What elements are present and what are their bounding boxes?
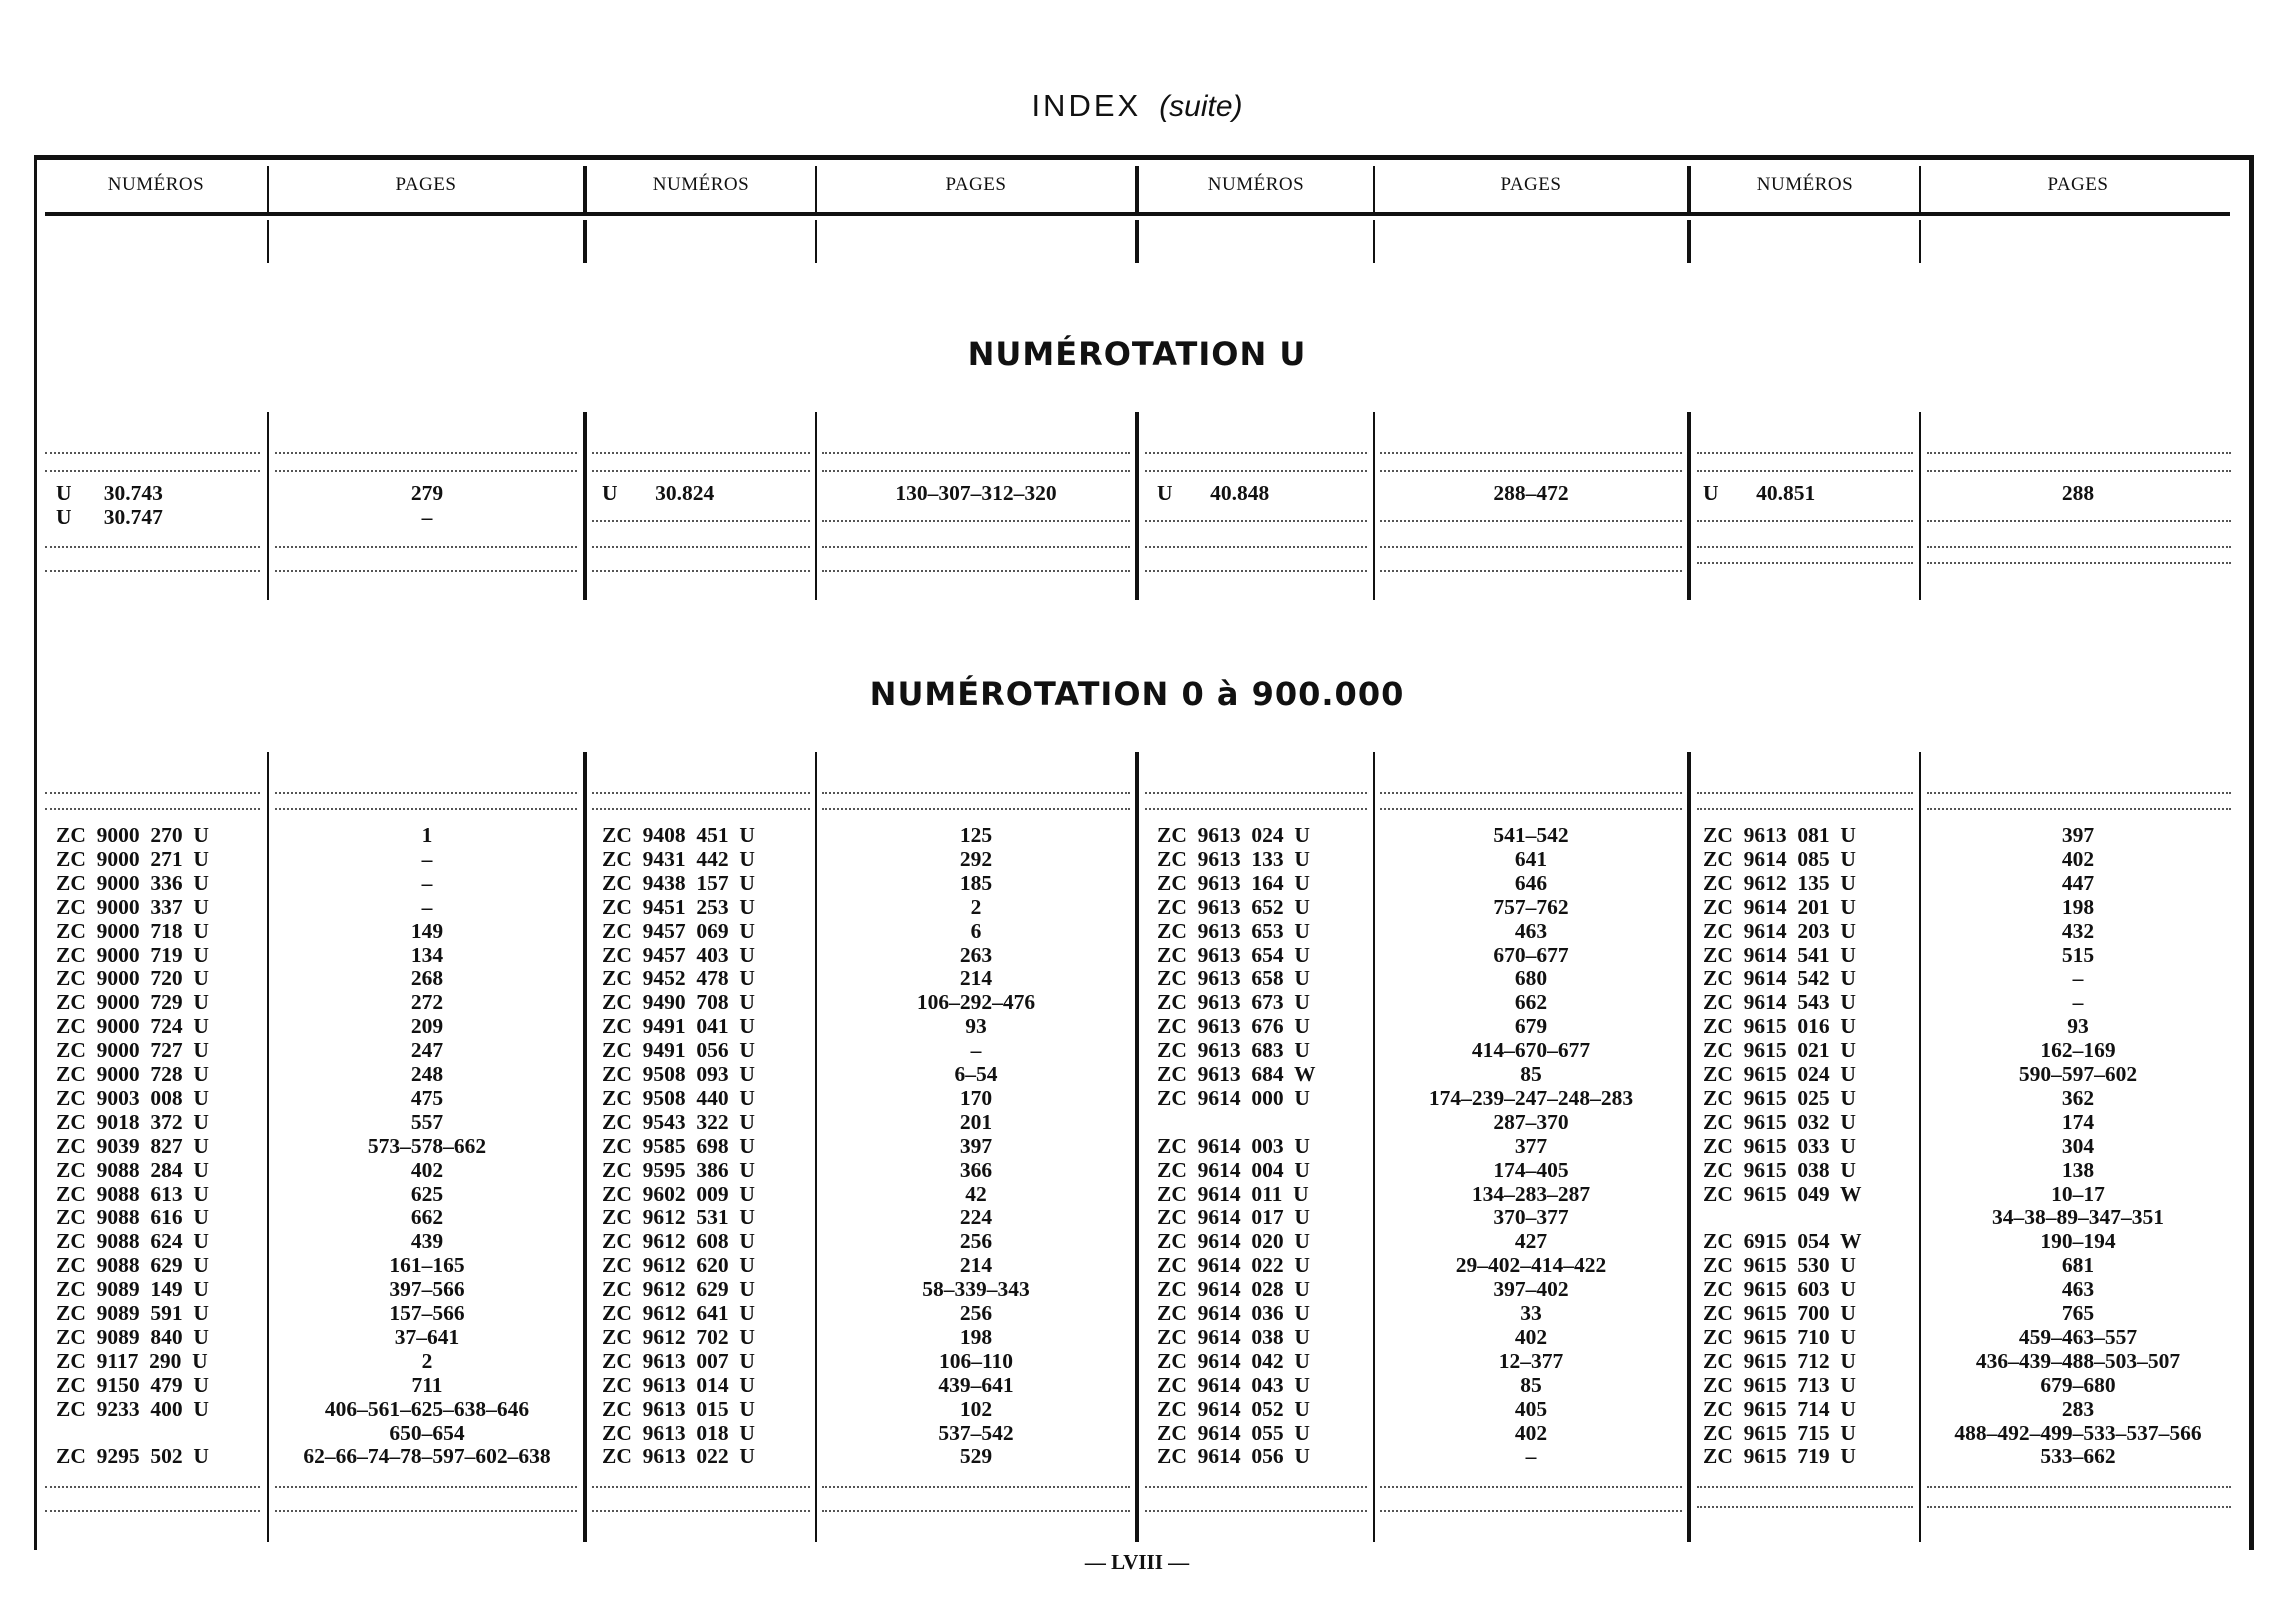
index-number: ZC 9088 616 U: [56, 1205, 209, 1230]
page-ref: 377: [1514, 1133, 1548, 1158]
page-ref: 85: [1520, 1372, 1542, 1397]
index-number: ZC 9614 011 U: [1157, 1181, 1309, 1206]
page-ref: 662: [1514, 990, 1548, 1015]
section-title-numerotation-0-900000: NUMÉROTATION 0 à 900.000: [869, 675, 1405, 713]
index-number: ZC 9615 025 U: [1703, 1085, 1856, 1110]
title-main: INDEX: [1031, 88, 1142, 123]
index-number: U 30.747: [56, 505, 163, 529]
index-number: ZC 9295 502 U: [56, 1444, 209, 1469]
page-ref: 125: [959, 823, 993, 847]
index-number: ZC 9615 016 U: [1703, 1014, 1856, 1039]
page-ref: 711: [411, 1372, 443, 1397]
index-number: ZC 9613 024 U: [1157, 823, 1310, 847]
index-number: ZC 9457 069 U: [602, 918, 755, 943]
page-ref: –: [2072, 990, 2084, 1015]
page-ref: 12–377: [1498, 1348, 1564, 1373]
page-ref: 625: [410, 1181, 444, 1206]
page-ref: 557: [410, 1109, 444, 1134]
index-number: ZC 9614 203 U: [1703, 918, 1856, 943]
index-number: ZC 9614 085 U: [1703, 846, 1856, 871]
page-ref: 287–370: [1493, 1109, 1569, 1134]
page-ref: 256: [959, 1301, 993, 1325]
header-pages-3: PAGES: [1500, 174, 1562, 195]
page-ref: 138: [2061, 1157, 2095, 1182]
page-ref: –: [421, 846, 433, 871]
page-ref: 174–405: [1493, 1157, 1569, 1182]
page-ref: 679: [1514, 1014, 1548, 1039]
page-ref: 304: [2061, 1133, 2095, 1158]
page-ref: 214: [959, 966, 993, 991]
index-number: ZC 9612 620 U: [602, 1253, 755, 1278]
title-suite: (suite): [1159, 90, 1243, 123]
index-number: ZC 9000 728 U: [56, 1062, 209, 1086]
index-number: ZC 9000 271 U: [56, 846, 209, 871]
page-ref: 198: [959, 1324, 993, 1349]
page-ref: 362: [2061, 1085, 2095, 1110]
index-number: ZC 9614 043 U: [1157, 1372, 1310, 1397]
page-ref: 765: [2061, 1301, 2095, 1325]
index-number: ZC 9613 683 U: [1157, 1038, 1310, 1063]
index-number: ZC 9088 629 U: [56, 1253, 209, 1278]
index-number: ZC 9612 135 U: [1703, 870, 1856, 895]
index-number: ZC 9614 055 U: [1157, 1420, 1310, 1445]
page-ref: 447: [2061, 870, 2095, 895]
page-ref: 406–561–625–638–646: [324, 1396, 530, 1421]
page-ref: 475: [410, 1085, 444, 1110]
page-ref: 397–566: [389, 1277, 465, 1302]
page-ref: 224: [959, 1205, 993, 1230]
page-ref: 42: [965, 1181, 987, 1206]
page-ref: 515: [2061, 942, 2095, 967]
page-ref: 62–66–74–78–597–602–638: [303, 1444, 551, 1469]
page-ref: 106–110: [938, 1348, 1014, 1373]
index-number: ZC 9117 290 U: [56, 1348, 208, 1373]
index-number: ZC 9018 372 U: [56, 1109, 209, 1134]
index-number: ZC 9614 201 U: [1703, 894, 1856, 919]
index-number: ZC 9614 017 U: [1157, 1205, 1310, 1230]
index-number: ZC 9614 004 U: [1157, 1157, 1310, 1182]
page-ref: 6: [970, 918, 982, 943]
page-ref: 29–402–414–422: [1455, 1253, 1607, 1278]
index-number: ZC 9615 715 U: [1703, 1420, 1856, 1445]
page-ref: 272: [410, 990, 444, 1015]
page-ref: 529: [959, 1444, 993, 1469]
index-number: ZC 9615 714 U: [1703, 1396, 1856, 1421]
page-title: [0, 88, 2274, 124]
page-ref: 190–194: [2040, 1229, 2116, 1254]
page-ref: 402: [410, 1157, 444, 1182]
page-ref: 6–54: [954, 1062, 998, 1086]
index-number: ZC 9613 015 U: [602, 1396, 755, 1421]
index-number: ZC 9615 021 U: [1703, 1038, 1856, 1063]
page-ref: 106–292–476: [916, 990, 1036, 1015]
index-number: ZC 9614 543 U: [1703, 990, 1856, 1015]
page-ref: 541–542: [1493, 823, 1569, 847]
page-ref: 279: [410, 481, 444, 505]
page-ref: –: [970, 1038, 982, 1063]
page-ref: 402: [2061, 846, 2095, 871]
index-number: ZC 9088 284 U: [56, 1157, 209, 1182]
page-ref: 670–677: [1493, 942, 1569, 967]
page-ref: 288: [2061, 481, 2095, 505]
index-number: ZC 9088 624 U: [56, 1229, 209, 1254]
index-number: ZC 9614 028 U: [1157, 1277, 1310, 1302]
page-ref: 641: [1514, 846, 1548, 871]
page-ref: 157–566: [389, 1301, 465, 1325]
index-number: ZC 9614 038 U: [1157, 1324, 1310, 1349]
index-number: ZC 9491 056 U: [602, 1038, 755, 1063]
index-number: ZC 9614 052 U: [1157, 1396, 1310, 1421]
index-number: ZC 9613 653 U: [1157, 918, 1310, 943]
page-ref: 174: [2061, 1109, 2095, 1134]
index-number: ZC 9150 479 U: [56, 1372, 209, 1397]
page-ref: 397: [959, 1133, 993, 1158]
section-title-numerotation-u: NUMÉROTATION U: [967, 335, 1307, 373]
page-ref: 149: [410, 918, 444, 943]
page-ref: 679–680: [2040, 1372, 2116, 1397]
page-ref: 256: [959, 1229, 993, 1254]
page-ref: 2: [421, 1348, 433, 1373]
index-number: ZC 9000 727 U: [56, 1038, 209, 1063]
page-ref: 405: [1514, 1396, 1548, 1421]
index-number: ZC 9615 033 U: [1703, 1133, 1856, 1158]
header-numeros-3: NUMÉROS: [1207, 174, 1305, 195]
page-ref: 757–762: [1493, 894, 1569, 919]
index-number: ZC 9615 032 U: [1703, 1109, 1856, 1134]
index-number: ZC 9614 020 U: [1157, 1229, 1310, 1254]
index-number: ZC 9613 081 U: [1703, 823, 1856, 847]
index-number: U 30.743: [56, 481, 163, 505]
index-number: ZC 9612 702 U: [602, 1324, 755, 1349]
index-number: ZC 9615 603 U: [1703, 1277, 1856, 1302]
page-ref: 214: [959, 1253, 993, 1278]
page-ref: 681: [2061, 1253, 2095, 1278]
index-number: ZC 9615 719 U: [1703, 1444, 1856, 1469]
index-number: ZC 9000 719 U: [56, 942, 209, 967]
index-number: U 30.824: [602, 481, 715, 505]
header-rule: [45, 212, 2230, 216]
index-number: ZC 9089 591 U: [56, 1301, 209, 1325]
index-number: ZC 9615 049 W: [1703, 1181, 1862, 1206]
page-ref: –: [421, 870, 433, 895]
page-ref: 463: [1514, 918, 1548, 943]
index-number: ZC 9615 530 U: [1703, 1253, 1856, 1278]
index-number: ZC 9613 022 U: [602, 1444, 755, 1469]
index-number: ZC 9585 698 U: [602, 1133, 755, 1158]
index-number: U 40.848: [1157, 481, 1270, 505]
index-number: ZC 9508 440 U: [602, 1085, 755, 1110]
page-ref: 397: [2061, 823, 2095, 847]
index-number: ZC 9000 729 U: [56, 990, 209, 1015]
page-ref: 93: [965, 1014, 987, 1039]
page-ref: 185: [959, 870, 993, 895]
page-ref: 102: [959, 1396, 993, 1421]
index-number: ZC 9602 009 U: [602, 1181, 755, 1206]
page-ref: 439–641: [938, 1372, 1014, 1397]
index-number: ZC 9614 541 U: [1703, 942, 1856, 967]
page-ref: 533–662: [2040, 1444, 2116, 1469]
page-ref: 439: [410, 1229, 444, 1254]
page-ref: 263: [959, 942, 993, 967]
index-number: ZC 9508 093 U: [602, 1062, 755, 1086]
index-number: ZC 9615 038 U: [1703, 1157, 1856, 1182]
index-number: ZC 6915 054 W: [1703, 1229, 1862, 1254]
index-number: ZC 9614 056 U: [1157, 1444, 1310, 1469]
index-number: ZC 9452 478 U: [602, 966, 755, 991]
index-number: ZC 9613 652 U: [1157, 894, 1310, 919]
page-ref: 488–492–499–533–537–566: [1954, 1420, 2202, 1445]
page-ref: 37–641: [394, 1324, 460, 1349]
page-ref: 130–307–312–320: [895, 481, 1057, 505]
page-ref: 459–463–557: [2018, 1324, 2138, 1349]
index-number: ZC 9039 827 U: [56, 1133, 209, 1158]
index-number: ZC 9408 451 U: [602, 823, 755, 847]
index-number: ZC 9613 018 U: [602, 1420, 755, 1445]
index-number: ZC 9615 713 U: [1703, 1372, 1856, 1397]
index-number: ZC 9613 007 U: [602, 1348, 755, 1373]
page-ref: 85: [1520, 1062, 1542, 1086]
header-pages-2: PAGES: [945, 174, 1007, 195]
index-number: ZC 9614 542 U: [1703, 966, 1856, 991]
index-number: ZC 9615 712 U: [1703, 1348, 1856, 1373]
header-numeros-2: NUMÉROS: [652, 174, 750, 195]
index-number: ZC 9088 613 U: [56, 1181, 209, 1206]
index-number: ZC 9000 720 U: [56, 966, 209, 991]
page-ref: 366: [959, 1157, 993, 1182]
page-ref: –: [1525, 1444, 1537, 1469]
page-ref: 283: [2061, 1396, 2095, 1421]
page-ref: 662: [410, 1205, 444, 1230]
index-number: ZC 9000 270 U: [56, 823, 209, 847]
page-ref: 463: [2061, 1277, 2095, 1302]
page-ref: 248: [410, 1062, 444, 1086]
page-ref: 537–542: [938, 1420, 1014, 1445]
index-number: ZC 9614 042 U: [1157, 1348, 1310, 1373]
index-number: ZC 9612 608 U: [602, 1229, 755, 1254]
page-ref: 161–165: [389, 1253, 465, 1278]
index-number: ZC 9613 164 U: [1157, 870, 1310, 895]
index-number: ZC 9614 003 U: [1157, 1133, 1310, 1158]
page-ref: 397–402: [1493, 1277, 1569, 1302]
page-ref: 292: [959, 846, 993, 871]
header-numeros-4: NUMÉROS: [1756, 174, 1854, 195]
page-ref: –: [2072, 966, 2084, 991]
page-ref: 427: [1514, 1229, 1548, 1254]
index-number: ZC 9000 718 U: [56, 918, 209, 943]
page-ref: 288–472: [1493, 481, 1569, 505]
index-number: ZC 9612 531 U: [602, 1205, 755, 1230]
index-number: ZC 9613 676 U: [1157, 1014, 1310, 1039]
index-number: ZC 9612 641 U: [602, 1301, 755, 1325]
page-ref: 134: [410, 942, 444, 967]
page-ref: 402: [1514, 1324, 1548, 1349]
index-number: ZC 9615 700 U: [1703, 1301, 1856, 1325]
index-number: ZC 9613 658 U: [1157, 966, 1310, 991]
index-number: ZC 9595 386 U: [602, 1157, 755, 1182]
index-number: ZC 9613 684 W: [1157, 1062, 1316, 1086]
header-pages-4: PAGES: [2047, 174, 2109, 195]
page-ref: 247: [410, 1038, 444, 1063]
page-ref: 1: [421, 823, 433, 847]
page-ref: 162–169: [2040, 1038, 2116, 1063]
page-ref: –: [421, 894, 433, 919]
page-ref: 209: [410, 1014, 444, 1039]
page-ref: 198: [2061, 894, 2095, 919]
page-ref: 33: [1520, 1301, 1542, 1325]
index-number: ZC 9000 336 U: [56, 870, 209, 895]
index-number: ZC 9613 654 U: [1157, 942, 1310, 967]
index-number: ZC 9451 253 U: [602, 894, 755, 919]
page-ref: 2: [970, 894, 982, 919]
index-number: ZC 9614 022 U: [1157, 1253, 1310, 1278]
index-number: ZC 9000 337 U: [56, 894, 209, 919]
index-number: ZC 9233 400 U: [56, 1396, 209, 1421]
page-ref: 650–654: [389, 1420, 465, 1445]
page-ref: 58–339–343: [922, 1277, 1030, 1302]
index-number: ZC 9615 710 U: [1703, 1324, 1856, 1349]
page-ref: 370–377: [1493, 1205, 1569, 1230]
index-number: ZC 9003 008 U: [56, 1085, 209, 1110]
page-ref: 646: [1514, 870, 1548, 895]
page-ref: 170: [959, 1085, 993, 1110]
index-number: ZC 9614 000 U: [1157, 1085, 1310, 1110]
index-number: ZC 9438 157 U: [602, 870, 755, 895]
index-number: ZC 9613 014 U: [602, 1372, 755, 1397]
page-ref: 93: [2067, 1014, 2089, 1039]
index-number: ZC 9614 036 U: [1157, 1301, 1310, 1325]
index-number: ZC 9612 629 U: [602, 1277, 755, 1302]
page-ref: 590–597–602: [2018, 1062, 2138, 1086]
header-pages-1: PAGES: [395, 174, 457, 195]
page-ref: 573–578–662: [367, 1133, 487, 1158]
index-number: ZC 9543 322 U: [602, 1109, 755, 1134]
page-ref: 402: [1514, 1420, 1548, 1445]
page-ref: 680: [1514, 966, 1548, 991]
index-number: ZC 9613 133 U: [1157, 846, 1310, 871]
page-ref: 268: [410, 966, 444, 991]
index-number: ZC 9089 149 U: [56, 1277, 209, 1302]
index-number: ZC 9089 840 U: [56, 1324, 209, 1349]
page-ref: –: [421, 505, 433, 529]
index-number: U 40.851: [1703, 481, 1816, 505]
page-ref: 34–38–89–347–351: [1992, 1205, 2164, 1230]
page-ref: 201: [959, 1109, 993, 1134]
index-number: ZC 9491 041 U: [602, 1014, 755, 1039]
index-number: ZC 9615 024 U: [1703, 1062, 1856, 1086]
page-ref: 10–17: [2051, 1181, 2105, 1206]
page-ref: 174–239–247–248–283: [1428, 1085, 1634, 1110]
page-ref: 436–439–488–503–507: [1975, 1348, 2181, 1373]
index-number: ZC 9457 403 U: [602, 942, 755, 967]
page-folio: — LVIII —: [1084, 1550, 1190, 1574]
page-ref: 134–283–287: [1471, 1181, 1591, 1206]
page-ref: 432: [2061, 918, 2095, 943]
header-numeros-1: NUMÉROS: [107, 174, 205, 195]
index-number: ZC 9431 442 U: [602, 846, 755, 871]
index-number: ZC 9613 673 U: [1157, 990, 1310, 1015]
page-ref: 414–670–677: [1471, 1038, 1591, 1063]
index-number: ZC 9490 708 U: [602, 990, 755, 1015]
index-number: ZC 9000 724 U: [56, 1014, 209, 1039]
